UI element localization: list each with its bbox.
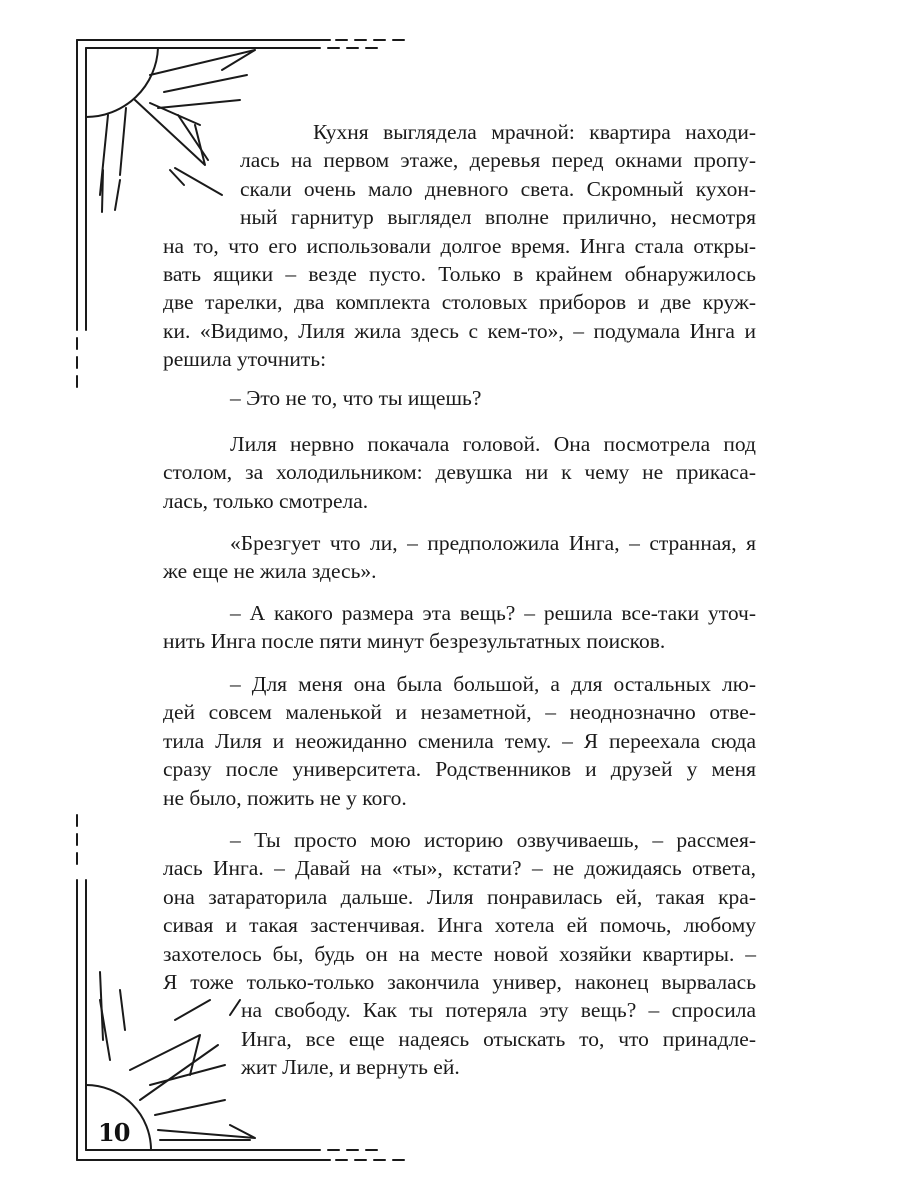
text-line: лась на первом этаже, деревья перед окнами пропу- — [240, 148, 756, 173]
text-line: скали очень мало дневного света. Скромный кухон- — [240, 176, 756, 201]
text-line: на то, что его использовали долгое время. Инга стала откры- — [163, 233, 756, 258]
text-line: нить Инга после пяти минут безрезультатных поисков. — [163, 629, 666, 654]
text-line: дей совсем маленькой и незаметной, – неоднозначно отве- — [163, 700, 756, 725]
paragraph-6 — [163, 670, 756, 812]
text-line: столом, за холодильником: девушка ни к чему не прикаса- — [163, 460, 756, 485]
text-line: ки. «Видимо, Лиля жила здесь с кем-то», – подумала Инга и — [163, 318, 756, 343]
paragraph-1 — [163, 118, 756, 374]
text-line: жит Лиле, и вернуть ей. — [241, 1055, 460, 1080]
text-line: Лиля нервно покачала головой. Она посмотрела под — [230, 432, 756, 456]
text-line: – Это не то, что ты ищешь? — [230, 386, 482, 410]
text-line: две тарелки, два комплекта столовых приборов и две круж- — [163, 290, 756, 315]
paragraph-4 — [163, 529, 756, 586]
paragraph-2 — [230, 384, 756, 412]
text-line: не было, пожить не у кого. — [163, 785, 407, 810]
text-line: сразу после университета. Родственников и друзей у меня — [163, 757, 756, 782]
text-line: сивая и такая застенчивая. Инга хотела ей помочь, любому — [163, 913, 756, 938]
text-line: – Ты просто мою историю озвучиваешь, – рассмея- — [230, 828, 756, 852]
paragraph-3 — [163, 430, 756, 515]
text-line: – А какого размера эта вещь? – решила все-таки уточ- — [230, 601, 756, 625]
paragraph-7 — [163, 826, 756, 1082]
text-line: же еще не жила здесь». — [163, 559, 377, 584]
text-line: – Для меня она была большой, а для остальных лю- — [230, 672, 756, 696]
text-line: «Брезгует что ли, – предположила Инга, – странная, я — [230, 531, 756, 555]
text-line: тила Лиля и неожиданно сменила тему. – Я переехала сюда — [163, 728, 756, 753]
text-line: решила уточнить: — [163, 347, 327, 372]
text-line: лась, только смотрела. — [163, 488, 369, 513]
text-line: она затараторила дальше. Лиля понравилась ей, такая кра- — [163, 884, 756, 909]
page-number: 10 — [98, 1118, 130, 1147]
paragraph-5 — [163, 599, 756, 656]
text-line: Кухня выглядела мрачной: квартира находи- — [313, 120, 756, 144]
text-line: Инга, все еще надеясь отыскать то, что принадле- — [241, 1026, 756, 1051]
text-line: ный гарнитур выглядел вполне прилично, несмотря — [240, 205, 756, 230]
text-line: лась Инга. – Давай на «ты», кстати? – не дожидаясь ответа, — [163, 856, 756, 881]
text-line: захотелось бы, будь он на месте новой хозяйки квартиры. – — [163, 941, 756, 966]
text-line: вать ящики – везде пусто. Только в крайнем обнаружилось — [163, 262, 756, 287]
text-line: на свободу. Как ты потеряла эту вещь? – спросила — [241, 998, 756, 1023]
text-line: Я тоже только-только закончила универ, наконец вырвалась — [163, 970, 756, 995]
